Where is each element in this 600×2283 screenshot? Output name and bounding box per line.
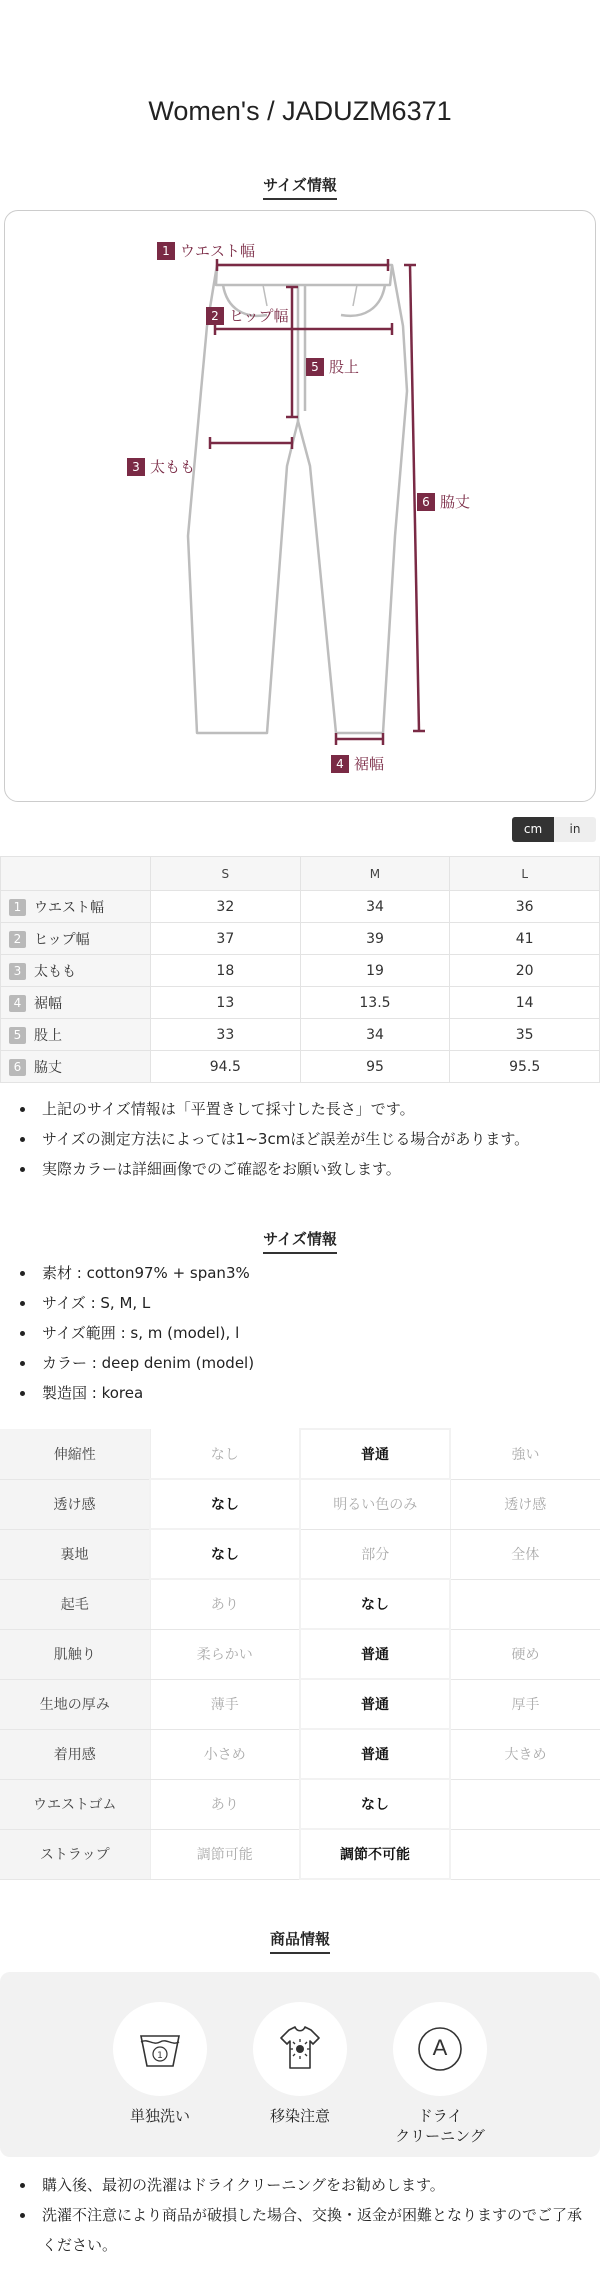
care-item-color-transfer [245, 2002, 355, 2126]
property-row [0, 1779, 600, 1829]
size-notes-list [20, 1094, 590, 1184]
property-option: 柔らかい [150, 1629, 300, 1679]
color-transfer-shirt-icon [253, 2002, 347, 2096]
list-item: 上記のサイズ情報は「平置きして採寸した長さ」です。 [20, 1094, 590, 1124]
care-instructions-panel [0, 1972, 600, 2157]
size-cell: 13.5 [300, 987, 450, 1019]
size-cell: 37 [151, 923, 301, 955]
property-row [0, 1429, 600, 1479]
list-item: 製造国 : korea [20, 1378, 590, 1408]
dry-clean-symbol: A [432, 2035, 448, 2060]
size-row-label [1, 891, 151, 923]
size-cell: 95 [300, 1051, 450, 1083]
size-cell: 41 [450, 923, 600, 955]
property-row [0, 1529, 600, 1579]
property-row [0, 1729, 600, 1779]
diagram-label-waist: 1 ウエスト幅 [157, 240, 255, 261]
property-label: ストラップ [0, 1829, 150, 1879]
row-label-text: 股上 [34, 1027, 62, 1044]
property-row [0, 1829, 600, 1879]
size-cell: 94.5 [151, 1051, 301, 1083]
size-cell: 34 [300, 1019, 450, 1051]
property-row [0, 1579, 600, 1629]
size-cell: 34 [300, 891, 450, 923]
property-label: 生地の厚み [0, 1679, 150, 1729]
size-table-corner [1, 857, 151, 891]
size-column-header: M [300, 857, 450, 891]
size-cell: 14 [450, 987, 600, 1019]
diagram-label-thigh: 3 太もも [127, 456, 195, 477]
size-table [0, 856, 600, 1083]
row-number-badge: 4 [9, 995, 26, 1012]
size-cell: 39 [300, 923, 450, 955]
detail-section-heading: サイズ情報 [0, 1228, 600, 1254]
size-table-header [1, 857, 600, 891]
property-option [450, 1829, 600, 1879]
size-cell: 36 [450, 891, 600, 923]
property-option: 明るい色のみ [300, 1479, 450, 1529]
unit-cm-button[interactable]: cm [512, 817, 554, 842]
row-number-badge: 2 [9, 931, 26, 948]
property-option: 強い [450, 1429, 600, 1479]
list-item: 洗濯不注意により商品が破損した場合、交換・返金が困難となりますのでご了承ください。 [20, 2200, 590, 2260]
row-number-badge: 5 [9, 1027, 26, 1044]
property-option-selected: なし [300, 1579, 450, 1629]
diagram-label-rise: 5 股上 [306, 356, 359, 377]
property-option: 厚手 [450, 1679, 600, 1729]
size-cell: 32 [151, 891, 301, 923]
detail-list [20, 1258, 590, 1408]
care-label: 移染注意 [269, 2107, 330, 2125]
svg-text:1: 1 [157, 2051, 163, 2061]
list-item: サイズの測定方法によっては1~3cmほど誤差が生じる場合があります。 [20, 1124, 590, 1154]
size-table-row [1, 1051, 600, 1083]
size-row-label [1, 1019, 151, 1051]
diagram-label-hem: 4 裾幅 [331, 753, 384, 774]
size-row-label [1, 1051, 151, 1083]
size-row-label [1, 923, 151, 955]
size-cell: 19 [300, 955, 450, 987]
list-item: カラー : deep denim (model) [20, 1348, 590, 1378]
row-number-badge: 3 [9, 963, 26, 980]
row-label-text: 脇丈 [34, 1059, 62, 1076]
size-column-header: L [450, 857, 600, 891]
size-cell: 95.5 [450, 1051, 600, 1083]
property-option-selected: 普通 [300, 1429, 450, 1479]
property-option: あり [150, 1579, 300, 1629]
product-notes-list [20, 2170, 590, 2260]
property-row [0, 1629, 600, 1679]
property-option-selected: 普通 [300, 1629, 450, 1679]
unit-in-button[interactable]: in [554, 817, 596, 842]
row-number-badge: 1 [9, 899, 26, 916]
row-label-text: ヒップ幅 [34, 931, 90, 948]
size-column-header: S [151, 857, 301, 891]
dry-clean-icon [393, 2002, 487, 2096]
size-row-label [1, 955, 151, 987]
property-option-selected: 調節不可能 [300, 1829, 450, 1879]
list-item: 実際カラーは詳細画像でのご確認をお願い致します。 [20, 1154, 590, 1184]
property-label: 透け感 [0, 1479, 150, 1529]
property-option-selected: なし [150, 1479, 300, 1529]
size-table-row [1, 987, 600, 1019]
pants-size-diagram [4, 210, 596, 802]
row-label-text: 太もも [34, 963, 76, 980]
size-table-row [1, 955, 600, 987]
diagram-label-hip: 2 ヒップ幅 [206, 305, 289, 326]
care-item-dry-clean [385, 2002, 495, 2146]
row-label-text: 裾幅 [34, 995, 62, 1012]
row-label-text: ウエスト幅 [34, 899, 104, 916]
unit-toggle [512, 817, 596, 842]
property-label: 肌触り [0, 1629, 150, 1679]
property-row [0, 1679, 600, 1729]
property-row [0, 1479, 600, 1529]
list-item: サイズ範囲 : s, m (model), l [20, 1318, 590, 1348]
property-option [450, 1579, 600, 1629]
property-option: 透け感 [450, 1479, 600, 1529]
list-item: 素材 : cotton97% + span3% [20, 1258, 590, 1288]
size-table-row [1, 1019, 600, 1051]
property-label: 着用感 [0, 1729, 150, 1779]
property-option: なし [150, 1429, 300, 1479]
size-table-row [1, 923, 600, 955]
diagram-label-side-length: 6 脇丈 [417, 491, 470, 512]
property-option [450, 1779, 600, 1829]
size-cell: 13 [151, 987, 301, 1019]
pants-outline-illustration [5, 211, 597, 803]
property-option: 硬め [450, 1629, 600, 1679]
care-label: 単独洗い [129, 2107, 190, 2125]
property-option: 大きめ [450, 1729, 600, 1779]
page-title: Women's / JADUZM6371 [148, 96, 452, 126]
product-section-heading: 商品情報 [0, 1928, 600, 1954]
property-option-selected: 普通 [300, 1679, 450, 1729]
property-label: 裏地 [0, 1529, 150, 1579]
size-table-row [1, 891, 600, 923]
size-row-label [1, 987, 151, 1019]
property-option-selected: 普通 [300, 1729, 450, 1779]
size-section-heading: サイズ情報 [0, 174, 600, 200]
care-item-hand-wash [105, 2002, 215, 2126]
size-cell: 20 [450, 955, 600, 987]
list-item: 購入後、最初の洗濯はドライクリーニングをお勧めします。 [20, 2170, 590, 2200]
property-option: 調節可能 [150, 1829, 300, 1879]
property-option: 部分 [300, 1529, 450, 1579]
property-option: 薄手 [150, 1679, 300, 1729]
size-cell: 18 [151, 955, 301, 987]
care-label: ドライ クリーニング [395, 2107, 485, 2145]
fabric-properties-table [0, 1428, 600, 1880]
property-label: 伸縮性 [0, 1429, 150, 1479]
property-label: ウエストゴム [0, 1779, 150, 1829]
row-number-badge: 6 [9, 1059, 26, 1076]
property-option-selected: なし [300, 1779, 450, 1829]
property-option: 小さめ [150, 1729, 300, 1779]
property-option: あり [150, 1779, 300, 1829]
property-option: 全体 [450, 1529, 600, 1579]
hand-wash-icon [113, 2002, 207, 2096]
size-cell: 35 [450, 1019, 600, 1051]
property-label: 起毛 [0, 1579, 150, 1629]
property-option-selected: なし [150, 1529, 300, 1579]
size-cell: 33 [151, 1019, 301, 1051]
list-item: サイズ : S, M, L [20, 1288, 590, 1318]
